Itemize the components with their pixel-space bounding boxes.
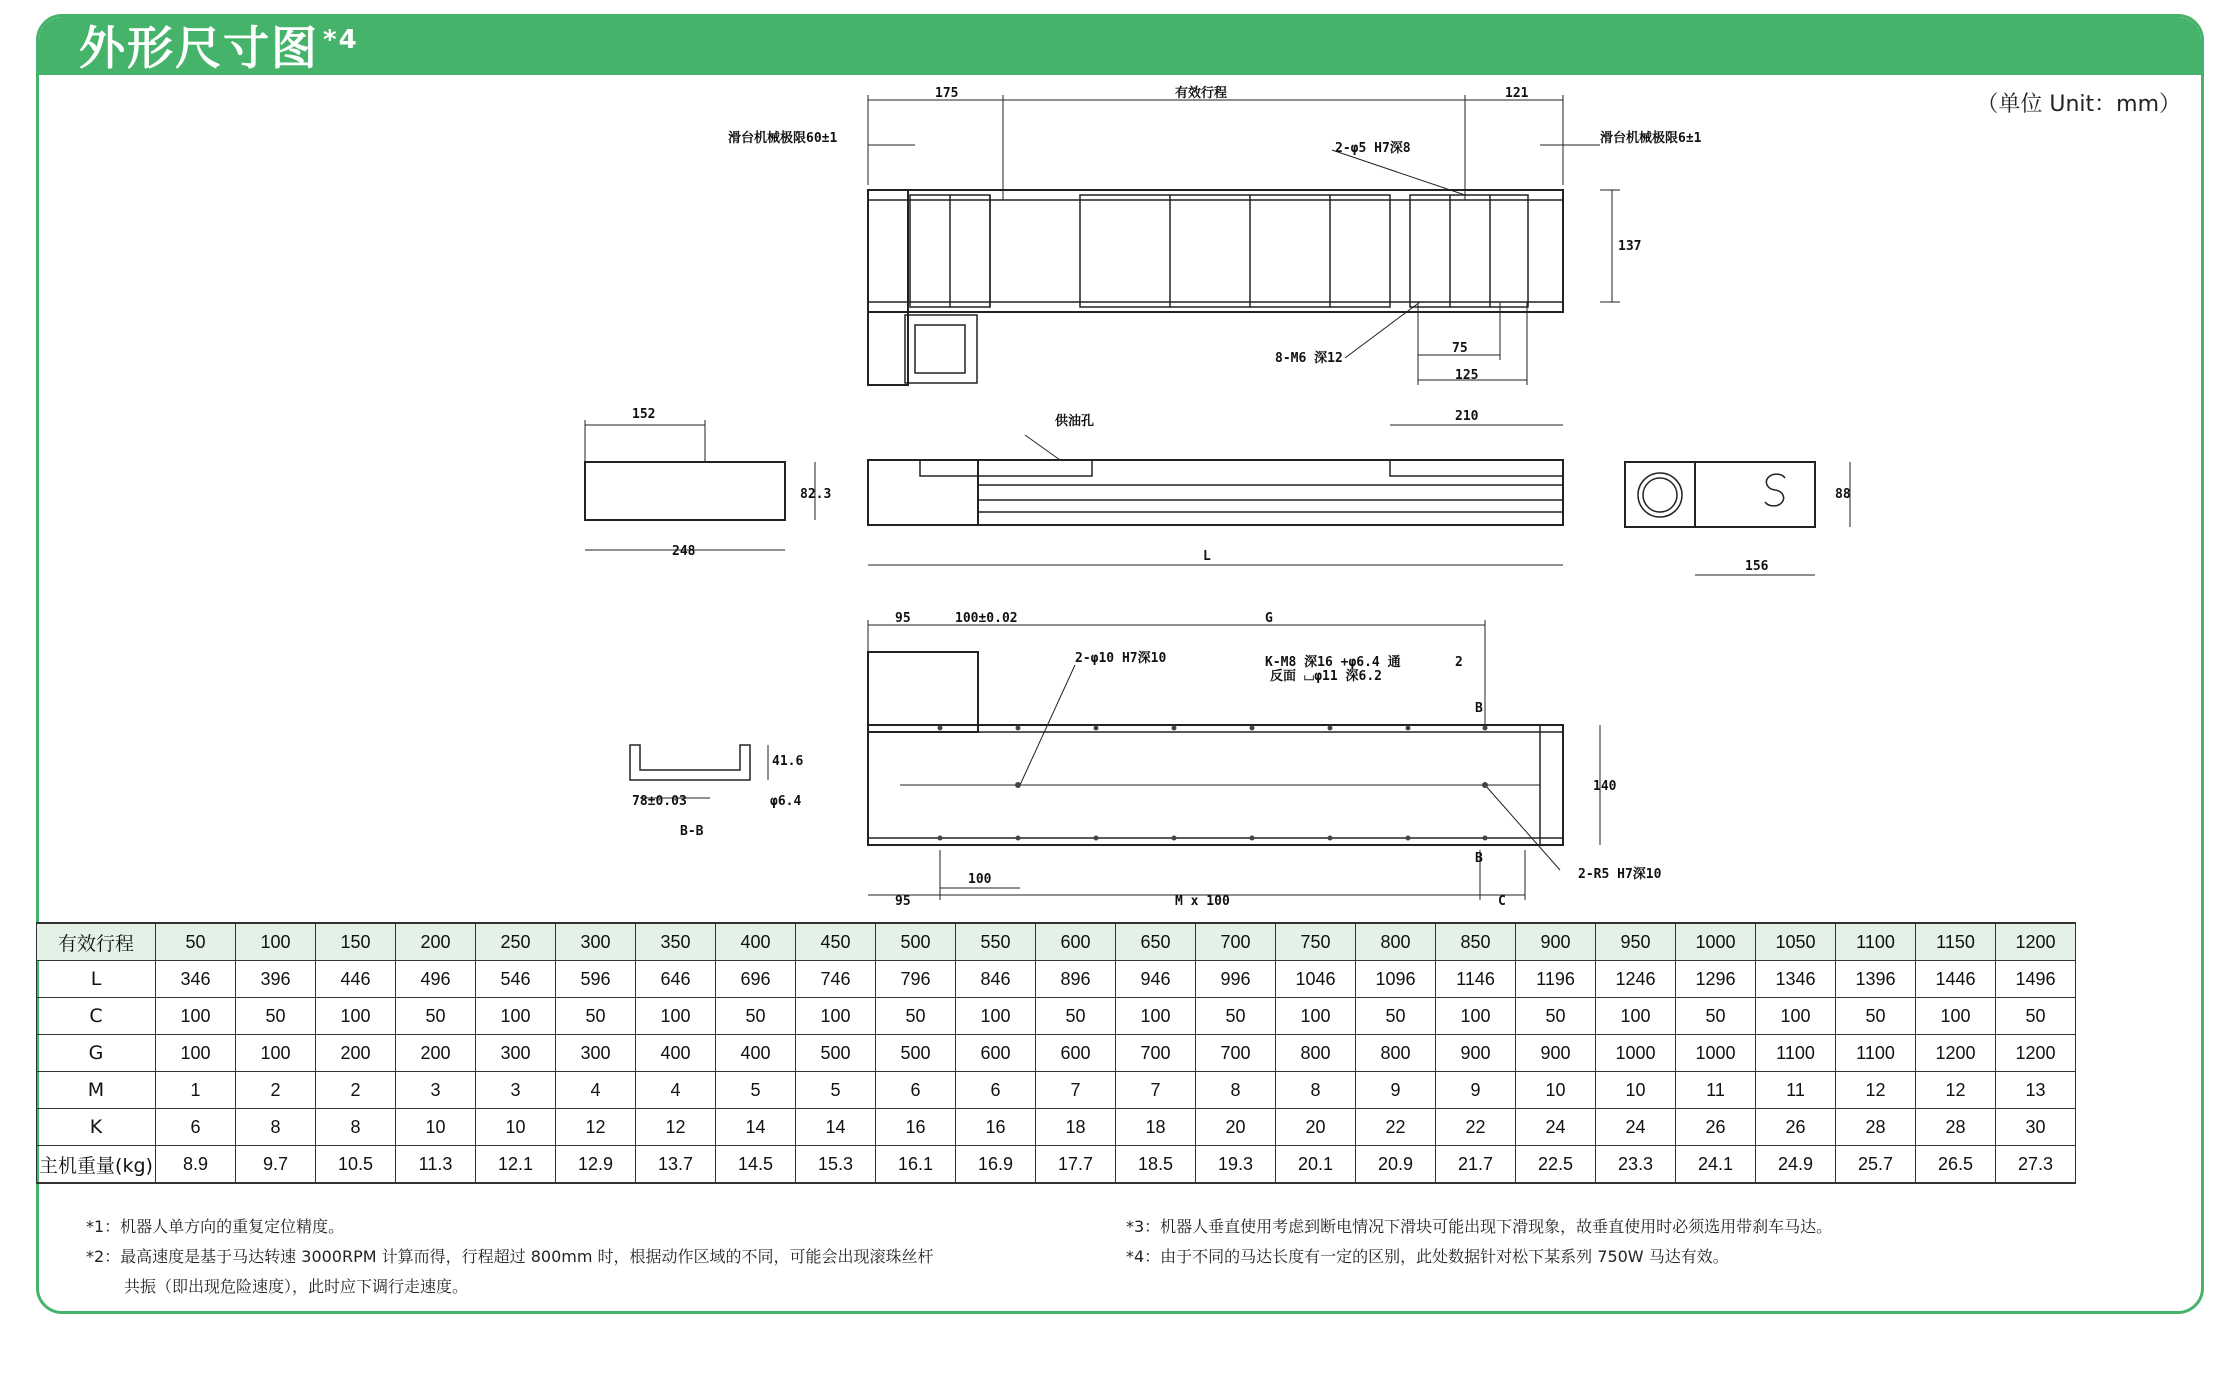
table-cell: 250	[476, 923, 556, 961]
table-cell: 12	[1916, 1072, 1996, 1109]
table-cell: 30	[1996, 1109, 2076, 1146]
table-cell: 1100	[1756, 1035, 1836, 1072]
table-cell: 50	[236, 998, 316, 1035]
notes-left	[86, 1212, 934, 1302]
table-cell: 13	[1996, 1072, 2076, 1109]
table-cell: 300	[556, 1035, 636, 1072]
page-title: 外形尺寸图 $^{*4}$	[79, 21, 359, 75]
table-cell: 1346	[1756, 961, 1836, 998]
table-cell: 12	[1836, 1072, 1916, 1109]
dim-152: 152	[632, 407, 656, 422]
row-label: C	[37, 998, 156, 1035]
note-2-line1: *2：最高速度是基于马达转速 3000RPM 计算而得，行程超过 800mm 时，根据动作区域的不同，可能会出现滚珠丝杆	[86, 1247, 934, 1266]
table-cell: 900	[1436, 1035, 1516, 1072]
table-cell: 100	[1756, 998, 1836, 1035]
dim-248: 248	[672, 544, 696, 559]
table-cell: 100	[156, 998, 236, 1035]
table-cell: 6	[956, 1072, 1036, 1109]
table-cell: 50	[156, 923, 236, 961]
table-cell: 1196	[1516, 961, 1596, 998]
dim-phi-6-4: φ6.4	[770, 794, 802, 809]
table-cell: 50	[876, 998, 956, 1035]
table-cell: 4	[636, 1072, 716, 1109]
table-cell: 550	[956, 923, 1036, 961]
table-cell: 600	[1036, 923, 1116, 961]
dim-2: 2	[1455, 655, 1463, 670]
table-cell: 9	[1356, 1072, 1436, 1109]
table-cell: 50	[1196, 998, 1276, 1035]
note-1: *1：机器人单方向的重复定位精度。	[86, 1217, 345, 1236]
table-cell: 8	[1196, 1072, 1276, 1109]
table-cell: 546	[476, 961, 556, 998]
table-cell: 1146	[1436, 961, 1516, 998]
table-cell: 100	[236, 923, 316, 961]
dim-137: 137	[1618, 239, 1642, 254]
table-cell: 9	[1436, 1072, 1516, 1109]
table-cell: 16.9	[956, 1146, 1036, 1184]
table-cell: 850	[1436, 923, 1516, 961]
table-cell: 700	[1116, 1035, 1196, 1072]
table-cell: 14	[796, 1109, 876, 1146]
section-mark-b-top: B	[1475, 701, 1483, 716]
table-cell: 400	[636, 1035, 716, 1072]
unit-label: （单位 Unit：mm）	[1976, 92, 2181, 117]
table-cell: 16	[876, 1109, 956, 1146]
table-cell: 596	[556, 961, 636, 998]
table-cell: 496	[396, 961, 476, 998]
table-cell: 900	[1516, 1035, 1596, 1072]
table-cell: 20	[1276, 1109, 1356, 1146]
table-cell: 10	[1596, 1072, 1676, 1109]
table-cell: 396	[236, 961, 316, 998]
slot-note: 2-R5 H7深10	[1578, 867, 1662, 882]
table-cell: 1050	[1756, 923, 1836, 961]
table-row	[37, 998, 2076, 1035]
table-cell: 50	[1516, 998, 1596, 1035]
table-cell: 8	[1276, 1072, 1356, 1109]
table-cell: 24.9	[1756, 1146, 1836, 1184]
table-cell: 20	[1196, 1109, 1276, 1146]
table-cell: 12.9	[556, 1146, 636, 1184]
dim-88: 88	[1835, 487, 1851, 502]
section-mark-b-bottom: B	[1475, 851, 1483, 866]
table-cell: 24	[1516, 1109, 1596, 1146]
table-cell: 800	[1356, 923, 1436, 961]
table-cell: 19.3	[1196, 1146, 1276, 1184]
table-cell: 1100	[1836, 923, 1916, 961]
k-note-line2: 反面 ⌴φ11 深6.2	[1270, 669, 1383, 684]
table-cell: 3	[476, 1072, 556, 1109]
oil-hole-label: 供油孔	[1055, 414, 1095, 429]
table-cell: 12	[636, 1109, 716, 1146]
hole-note: 2-φ5 H7深8	[1335, 141, 1411, 156]
table-cell: 500	[876, 923, 956, 961]
table-cell: 1000	[1596, 1035, 1676, 1072]
table-cell: 7	[1116, 1072, 1196, 1109]
table-cell: 26.5	[1916, 1146, 1996, 1184]
table-cell: 200	[396, 923, 476, 961]
table-cell: 450	[796, 923, 876, 961]
table-cell: 20.9	[1356, 1146, 1436, 1184]
table-cell: 28	[1836, 1109, 1916, 1146]
table-cell: 600	[1036, 1035, 1116, 1072]
dim-100-tol: 100±0.02	[955, 611, 1018, 626]
row-label: G	[37, 1035, 156, 1072]
k-note-line1: K-M8 深16 +φ6.4 通	[1265, 655, 1401, 670]
table-cell: 50	[1996, 998, 2076, 1035]
table-cell: 4	[556, 1072, 636, 1109]
table-cell: 1396	[1836, 961, 1916, 998]
table-cell: 700	[1196, 1035, 1276, 1072]
table-cell: 9.7	[236, 1146, 316, 1184]
dim-75: 75	[1452, 341, 1468, 356]
note-3: *3：机器人垂直使用考虑到断电情况下滑块可能出现下滑现象，故垂直使用时必须选用带刹车马达。	[1126, 1217, 1833, 1236]
note-4: *4：由于不同的马达长度有一定的区别，此处数据针对松下某系列 750W 马达有效。	[1126, 1247, 1729, 1266]
table-cell: 100	[156, 1035, 236, 1072]
table-cell: 14.5	[716, 1146, 796, 1184]
table-cell: 500	[796, 1035, 876, 1072]
table-cell: 800	[1356, 1035, 1436, 1072]
table-cell: 18	[1036, 1109, 1116, 1146]
table-cell: 28	[1916, 1109, 1996, 1146]
row-label: 有效行程	[37, 923, 156, 961]
table-cell: 646	[636, 961, 716, 998]
notes-right	[1126, 1212, 1832, 1272]
table-cell: 350	[636, 923, 716, 961]
table-cell: 25.7	[1836, 1146, 1916, 1184]
table-cell: 1	[156, 1072, 236, 1109]
table-cell: 50	[556, 998, 636, 1035]
table-cell: 100	[476, 998, 556, 1035]
table-cell: 14	[716, 1109, 796, 1146]
table-cell: 846	[956, 961, 1036, 998]
table-row	[37, 1035, 2076, 1072]
table-cell: 100	[316, 998, 396, 1035]
table-cell: 2	[316, 1072, 396, 1109]
table-cell: 18.5	[1116, 1146, 1196, 1184]
table-cell: 1046	[1276, 961, 1356, 998]
table-cell: 24.1	[1676, 1146, 1756, 1184]
table-cell: 150	[316, 923, 396, 961]
table-cell: 15.3	[796, 1146, 876, 1184]
dim-41-6: 41.6	[772, 754, 804, 769]
table-cell: 1446	[1916, 961, 1996, 998]
table-cell: 50	[1036, 998, 1116, 1035]
table-cell: 50	[396, 998, 476, 1035]
table-row	[37, 961, 2076, 998]
dim-121: 121	[1505, 86, 1529, 101]
table-cell: 100	[1436, 998, 1516, 1035]
table-cell: 50	[1356, 998, 1436, 1035]
table-cell: 22	[1356, 1109, 1436, 1146]
table-cell: 24	[1596, 1109, 1676, 1146]
table-cell: 1246	[1596, 961, 1676, 998]
table-cell: 100	[1116, 998, 1196, 1035]
table-cell: 10	[476, 1109, 556, 1146]
table-cell: 11	[1676, 1072, 1756, 1109]
table-cell: 11	[1756, 1072, 1836, 1109]
table-cell: 300	[476, 1035, 556, 1072]
table-row	[37, 1109, 2076, 1146]
table-cell: 500	[876, 1035, 956, 1072]
thread-note: 8-M6 深12	[1275, 351, 1343, 366]
table-cell: 18	[1116, 1109, 1196, 1146]
table-cell: 300	[556, 923, 636, 961]
table-cell: 100	[1596, 998, 1676, 1035]
hole-marks	[938, 726, 1489, 841]
row-label: L	[37, 961, 156, 998]
table-cell: 100	[1916, 998, 1996, 1035]
table-cell: 11.3	[396, 1146, 476, 1184]
table-cell: 5	[716, 1072, 796, 1109]
table-cell: 8.9	[156, 1146, 236, 1184]
table-cell: 1200	[1996, 923, 2076, 961]
spec-table	[36, 922, 2076, 1184]
footnote-mark: *4	[323, 25, 359, 55]
dim-L: L	[1203, 549, 1211, 564]
dim-m-x-100: M x 100	[1175, 894, 1230, 909]
table-cell: 26	[1756, 1109, 1836, 1146]
table-cell: 700	[1196, 923, 1276, 961]
table-cell: 10.5	[316, 1146, 396, 1184]
table-cell: 22.5	[1516, 1146, 1596, 1184]
dim-100: 100	[968, 872, 992, 887]
table-cell: 6	[876, 1072, 956, 1109]
table-cell: 1296	[1676, 961, 1756, 998]
table-cell: 750	[1276, 923, 1356, 961]
note-2-line2: 共振（即出现危险速度），此时应下调行走速度。	[124, 1277, 469, 1296]
table-cell: 21.7	[1436, 1146, 1516, 1184]
table-cell: 100	[956, 998, 1036, 1035]
table-cell: 50	[1676, 998, 1756, 1035]
dim-82-3: 82.3	[800, 487, 832, 502]
dim-140: 140	[1593, 779, 1617, 794]
table-cell: 12.1	[476, 1146, 556, 1184]
table-cell: 1000	[1676, 923, 1756, 961]
table-cell: 1200	[1916, 1035, 1996, 1072]
dim-125: 125	[1455, 368, 1479, 383]
table-cell: 26	[1676, 1109, 1756, 1146]
table-cell: 1096	[1356, 961, 1436, 998]
table-cell: 50	[716, 998, 796, 1035]
table-cell: 27.3	[1996, 1146, 2076, 1184]
table-cell: 3	[396, 1072, 476, 1109]
table-row	[37, 923, 2076, 961]
dim-210: 210	[1455, 409, 1479, 424]
table-cell: 8	[316, 1109, 396, 1146]
table-cell: 400	[716, 923, 796, 961]
table-cell: 900	[1516, 923, 1596, 961]
table-row	[37, 1072, 2076, 1109]
table-cell: 16.1	[876, 1146, 956, 1184]
table-cell: 16	[956, 1109, 1036, 1146]
table-cell: 400	[716, 1035, 796, 1072]
dim-95-top: 95	[895, 611, 911, 626]
table-cell: 200	[396, 1035, 476, 1072]
table-cell: 50	[1836, 998, 1916, 1035]
table-cell: 200	[316, 1035, 396, 1072]
limit-left-label: 滑台机械极限60±1	[728, 131, 838, 146]
top-view	[868, 95, 1620, 385]
table-cell: 1150	[1916, 923, 1996, 961]
table-cell: 796	[876, 961, 956, 998]
table-cell: 5	[796, 1072, 876, 1109]
table-cell: 2	[236, 1072, 316, 1109]
limit-right-label: 滑台机械极限6±1	[1600, 131, 1702, 146]
table-cell: 13.7	[636, 1146, 716, 1184]
dim-G: G	[1265, 611, 1273, 626]
table-cell: 1496	[1996, 961, 2076, 998]
table-cell: 22	[1436, 1109, 1516, 1146]
row-label: K	[37, 1109, 156, 1146]
dim-C: C	[1498, 894, 1506, 909]
dim-175: 175	[935, 86, 959, 101]
table-cell: 8	[236, 1109, 316, 1146]
dim-95-bottom: 95	[895, 894, 911, 909]
table-cell: 17.7	[1036, 1146, 1116, 1184]
table-cell: 600	[956, 1035, 1036, 1072]
table-cell: 23.3	[1596, 1146, 1676, 1184]
table-cell: 746	[796, 961, 876, 998]
table-cell: 6	[156, 1109, 236, 1146]
table-cell: 100	[1276, 998, 1356, 1035]
pin-note: 2-φ10 H7深10	[1075, 651, 1167, 666]
table-cell: 10	[396, 1109, 476, 1146]
table-cell: 696	[716, 961, 796, 998]
table-cell: 7	[1036, 1072, 1116, 1109]
table-cell: 896	[1036, 961, 1116, 998]
table-cell: 800	[1276, 1035, 1356, 1072]
dim-78: 78±0.03	[632, 794, 687, 809]
dim-156: 156	[1745, 559, 1769, 574]
table-cell: 650	[1116, 923, 1196, 961]
table-cell: 1000	[1676, 1035, 1756, 1072]
table-row	[37, 1146, 2076, 1184]
row-label: M	[37, 1072, 156, 1109]
side-view	[585, 420, 1850, 575]
row-label: 主机重量(kg)	[37, 1146, 156, 1184]
table-cell: 346	[156, 961, 236, 998]
table-cell: 1200	[1996, 1035, 2076, 1072]
table-cell: 100	[236, 1035, 316, 1072]
table-cell: 946	[1116, 961, 1196, 998]
table-cell: 20.1	[1276, 1146, 1356, 1184]
table-cell: 1100	[1836, 1035, 1916, 1072]
table-cell: 996	[1196, 961, 1276, 998]
table-cell: 10	[1516, 1072, 1596, 1109]
table-cell: 950	[1596, 923, 1676, 961]
table-cell: 446	[316, 961, 396, 998]
dim-stroke: 有效行程	[1175, 86, 1228, 101]
table-cell: 12	[556, 1109, 636, 1146]
section-bb-label: B-B	[680, 824, 704, 839]
table-cell: 100	[796, 998, 876, 1035]
table-cell: 100	[636, 998, 716, 1035]
